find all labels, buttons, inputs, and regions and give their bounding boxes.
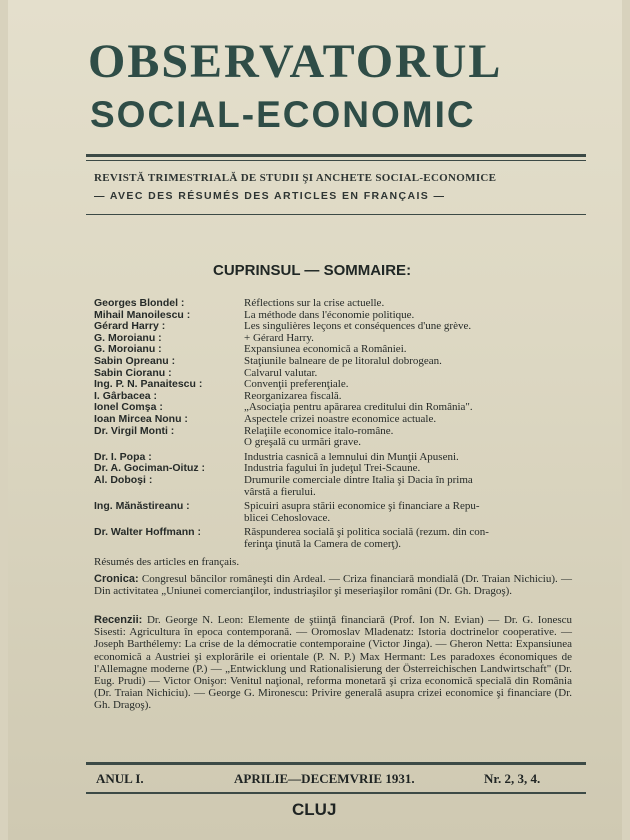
footer-period: APRILIE—DECEMVRIE 1931. <box>234 771 415 786</box>
toc-title: La méthode dans l'économie politique. <box>244 308 415 321</box>
toc-author: Sabin Cioranu : <box>94 366 172 379</box>
recenzii-section <box>94 614 572 712</box>
toc-title: Drumurile comerciale dintre Italia şi Dacia în prima <box>244 474 473 486</box>
toc-title: Industria fagului în judeţul Trei-Scaune. <box>244 462 421 475</box>
footer-city: CLUJ <box>292 800 337 819</box>
recenzii-text: Dr. George N. Leon: Elemente de ştiinţă financiară (Prof. Ion N. Evian) — Dr. G. Ionescu Sisesti: Agricultura în epoca contemporană. — Oromoslav Mladenatz: Istoria doctrinelor cooperative. — Joseph Barthélemy: La crise de la démocratie contemporaine (Victor Jinga). — Gheron Netta: Expansiunea economică a Austriei şi explorările ei orientale (P. N. P.) Max Hermant: Les paradoxes économiques de l'Allemagne moderne (P.) — „Entwicklung und Rationalisierung der Österreichischen Landwirtschaft" (Dr. Eug. Prudi) — Victor Onişor: Venitul naţional, reforma monetară şi criza economică specială din România (Dr. Traian Nichiciu). — George G. Mironescu: Privire generală asupra crizei economice şi financiare (Dr. Gh. Dragoş). <box>94 614 573 712</box>
cronica-text: Congresul băncilor româneşti din Ardeal. — Criza financiară mondială (Dr. Traian Nichiciu). — Din activitatea „Uniunei comercianţilor, industriaşilor şi meseriaşilor români (Dr. Gh. Dragoş). <box>94 573 573 598</box>
toc-author: Ioan Mircea Nonu : <box>94 413 188 425</box>
toc-author: Dr. Virgil Monti : <box>94 424 175 437</box>
resumes-line: Résumés des articles en français. <box>94 556 240 568</box>
masthead-subtitle-fr: — AVEC DES RÉSUMÉS DES ARTICLES EN FRANÇAIS — <box>94 190 446 202</box>
masthead-title-line1: OBSERVATORUL <box>88 35 503 88</box>
masthead-subtitle-ro: REVISTĂ TRIMESTRIALĂ DE STUDII ŞI ANCHETE SOCIAL-ECONOMICE <box>94 172 497 184</box>
toc-author: Gérard Harry : <box>94 320 166 333</box>
toc-author: I. Gârbacea : <box>94 389 158 402</box>
toc-author: Ing. P. N. Panaitescu : <box>94 378 203 391</box>
toc-title: Reorganizarea fiscală. <box>244 389 342 402</box>
toc-author: Ionel Comşa : <box>94 401 163 414</box>
page <box>8 0 622 840</box>
masthead-title-line2: SOCIAL-ECONOMIC <box>90 94 476 135</box>
footer-year: ANUL I. <box>96 771 144 786</box>
toc-author: Dr. Walter Hoffmann : <box>94 526 201 539</box>
toc-title: Industria casnică a lemnului din Munţii Apuseni. <box>244 450 459 463</box>
toc-title: Expansiunea economică a României. <box>244 343 407 356</box>
recenzii-label: Recenzii: <box>94 614 143 626</box>
toc-title: Les singulières leçons et conséquences d'une grève. <box>244 320 472 333</box>
toc-title: Calvarul valutar. <box>244 366 318 379</box>
toc-author: Dr. I. Popa : <box>94 450 152 463</box>
toc-author: Al. Doboşi : <box>94 474 153 486</box>
toc-title: „Asociaţia pentru apărarea creditului din România". <box>244 401 473 414</box>
toc-title: Convenţii preferenţiale. <box>244 378 349 391</box>
masthead-divider-top <box>86 154 586 157</box>
toc-author: Sabin Opreanu : <box>94 355 176 367</box>
cronica-section <box>94 573 572 597</box>
toc-author: Mihail Manoilescu : <box>94 308 191 321</box>
toc-title: blicei Cehoslovace. <box>244 511 331 524</box>
toc-title: ferinţa ţinută la Camera de comerţ). <box>244 538 401 550</box>
cronica-label: Cronica: <box>94 573 139 585</box>
toc-author: G. Moroianu : <box>94 331 162 344</box>
toc-title: Aspectele crizei noastre economice actuale. <box>244 413 437 425</box>
toc-title: Réflections sur la crise actuelle. <box>244 297 385 309</box>
footer-issue: Nr. 2, 3, 4. <box>484 771 541 786</box>
toc-author: Ing. Mănăstireanu : <box>94 500 190 513</box>
footer-divider-bottom <box>86 792 586 794</box>
footer-divider-top <box>86 762 586 765</box>
toc-title: Spicuiri asupra stării economice şi financiare a Repu- <box>244 500 480 513</box>
toc-author: Georges Blondel : <box>94 297 185 309</box>
masthead-divider-bottom <box>86 214 586 215</box>
contents-heading: CUPRINSUL — SOMMAIRE: <box>213 262 412 279</box>
toc-title: vârstă a fierului. <box>244 485 316 498</box>
toc-author: G. Moroianu : <box>94 343 162 356</box>
masthead-divider-thin <box>86 160 586 161</box>
toc-author: Dr. A. Gociman-Oituz : <box>94 462 206 475</box>
toc-title: Staţiunile balneare de pe litoralul dobrogean. <box>244 355 442 367</box>
toc-title: Răspunderea socială şi politica socială (rezum. din con- <box>244 526 489 539</box>
toc-title: + Gérard Harry. <box>244 331 314 344</box>
toc-title: O greşală cu urmări grave. <box>244 436 361 449</box>
toc-title: Relaţiile economice italo-române. <box>244 424 394 437</box>
